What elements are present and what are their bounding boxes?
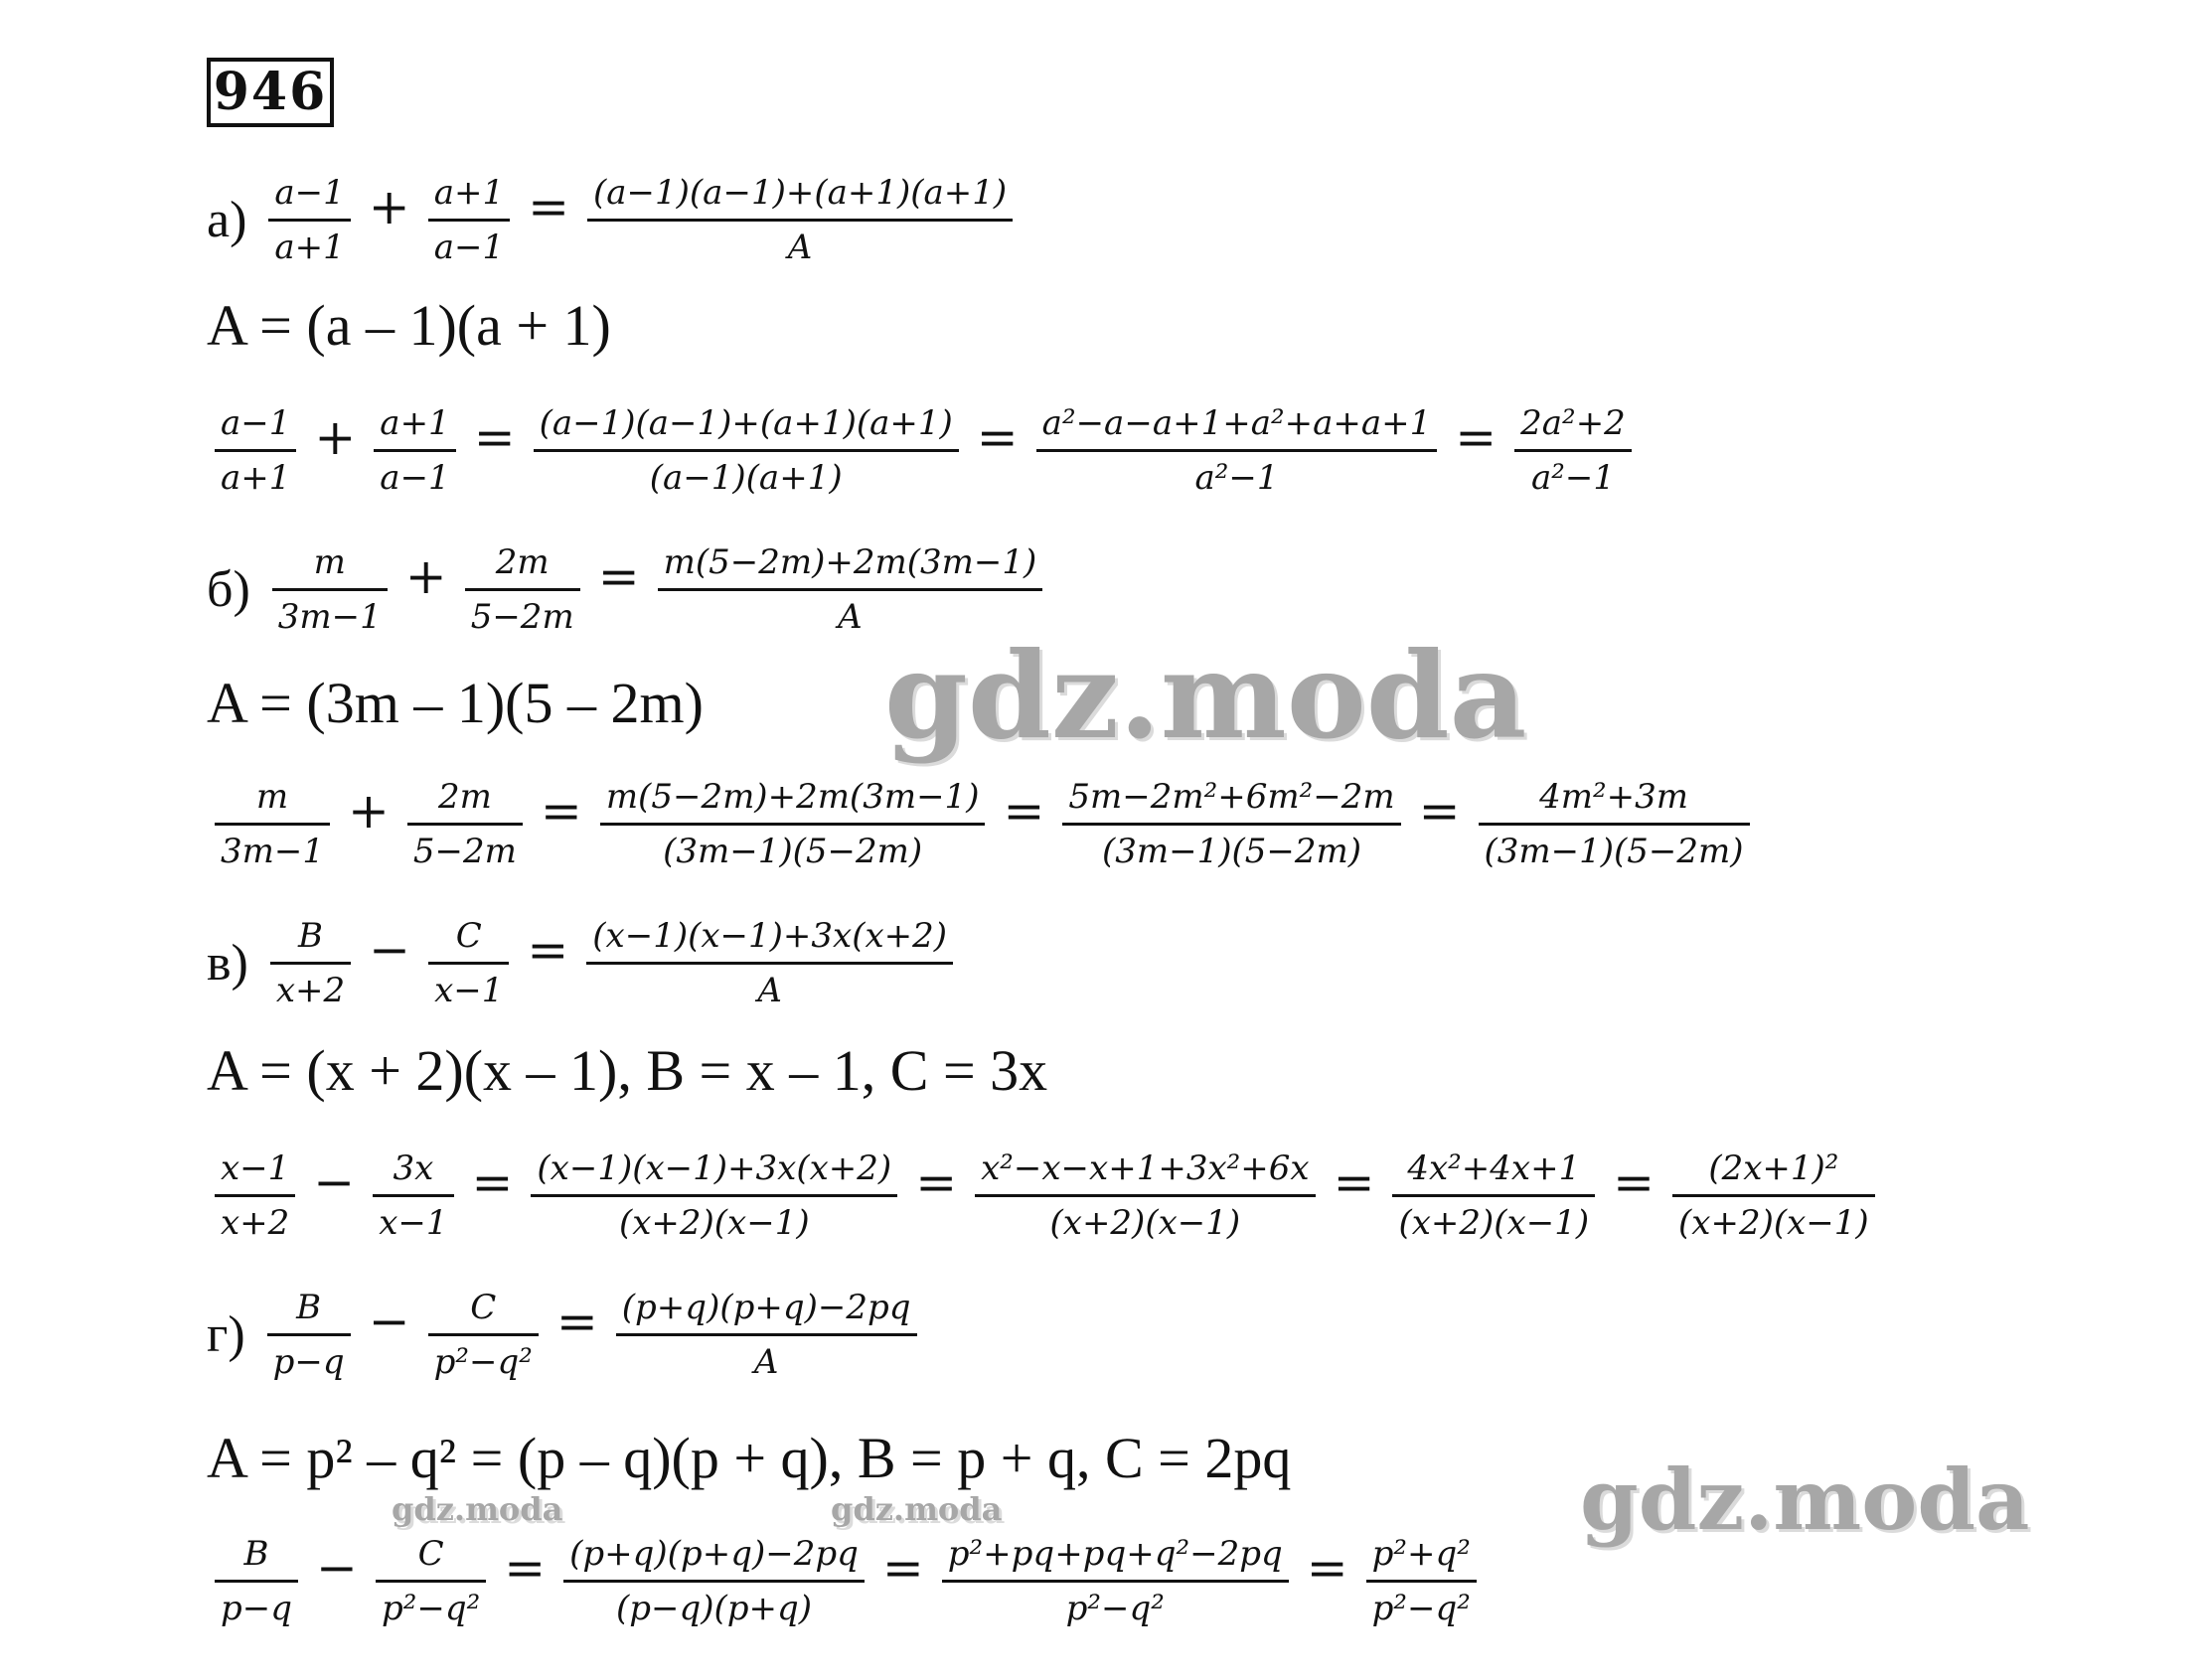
fraction-numerator: B bbox=[243, 1534, 269, 1574]
operator: = bbox=[527, 921, 569, 980]
fraction-numerator: p²+pq+pq+q²−2pq bbox=[947, 1534, 1283, 1574]
fraction-denominator: (x+2)(x−1) bbox=[1678, 1203, 1869, 1243]
section-b-solution-expression bbox=[207, 771, 1758, 877]
fraction-numerator: 4m²+3m bbox=[1539, 777, 1688, 817]
watermark-small-left: gdz.moda bbox=[392, 1490, 563, 1528]
section-g-setup bbox=[207, 1282, 925, 1388]
section-b-solution bbox=[207, 771, 1758, 877]
operator: = bbox=[915, 1153, 958, 1212]
operator: = bbox=[504, 1539, 547, 1598]
fraction-numerator: (p+q)(p+q)−2pq bbox=[621, 1288, 911, 1327]
fraction-denominator: x−1 bbox=[379, 1203, 448, 1243]
fraction-numerator: m bbox=[313, 542, 346, 582]
watermark-small-middle: gdz.moda bbox=[831, 1490, 1003, 1528]
fraction bbox=[975, 1143, 1315, 1249]
section-a-label: а) bbox=[207, 192, 247, 248]
fraction-denominator: p²−q² bbox=[433, 1342, 533, 1382]
fraction-numerator: a+1 bbox=[433, 173, 505, 213]
fraction-denominator: (a−1)(a+1) bbox=[649, 458, 843, 498]
fraction bbox=[586, 910, 953, 1016]
fraction-denominator: 5−2m bbox=[470, 597, 574, 637]
fraction bbox=[600, 771, 986, 877]
fraction-denominator: a−1 bbox=[380, 458, 450, 498]
fraction-denominator: p²−q² bbox=[1065, 1589, 1165, 1628]
fraction-denominator: a−1 bbox=[433, 228, 505, 267]
fraction-numerator: C bbox=[417, 1534, 444, 1574]
fraction bbox=[1062, 771, 1400, 877]
fraction-numerator: (x−1)(x−1)+3x(x+2) bbox=[592, 916, 948, 956]
section-g-solution bbox=[207, 1528, 1485, 1634]
operator: + bbox=[404, 547, 447, 606]
fraction-denominator: (x+2)(x−1) bbox=[1398, 1203, 1590, 1243]
fraction bbox=[1366, 1528, 1477, 1634]
fraction-numerator: (2x+1)² bbox=[1708, 1148, 1839, 1188]
fraction bbox=[215, 1143, 295, 1249]
section-a-solution-expression bbox=[207, 397, 1640, 504]
section-a-setup bbox=[207, 167, 1021, 273]
fraction-denominator: (3m−1)(5−2m) bbox=[1101, 832, 1361, 871]
fraction-denominator: A bbox=[838, 597, 863, 637]
fraction bbox=[1392, 1143, 1595, 1249]
fraction-denominator: p−q bbox=[272, 1342, 345, 1382]
operator: − bbox=[316, 1539, 358, 1598]
fraction bbox=[268, 167, 350, 273]
fraction-denominator: a+1 bbox=[274, 228, 345, 267]
fraction-numerator: a−1 bbox=[274, 173, 345, 213]
operator: = bbox=[1306, 1539, 1348, 1598]
fraction-numerator: m(5−2m)+2m(3m−1) bbox=[663, 542, 1037, 582]
fraction-denominator: p²−q² bbox=[381, 1589, 481, 1628]
operator: = bbox=[540, 782, 582, 840]
operator: = bbox=[597, 547, 640, 606]
fraction-numerator: a−1 bbox=[221, 403, 291, 443]
fraction-denominator: 3m−1 bbox=[277, 597, 382, 637]
operator: − bbox=[313, 1153, 356, 1212]
fraction-numerator: B bbox=[296, 1288, 322, 1327]
fraction bbox=[407, 771, 523, 877]
fraction-denominator: a+1 bbox=[221, 458, 291, 498]
fraction bbox=[428, 1282, 539, 1388]
section-v-solution-expression bbox=[207, 1143, 1883, 1249]
fraction-denominator: a²−1 bbox=[1530, 458, 1615, 498]
fraction bbox=[1479, 771, 1750, 877]
fraction bbox=[616, 1282, 917, 1388]
fraction bbox=[373, 1143, 453, 1249]
section-v-setup bbox=[207, 910, 961, 1016]
fraction-numerator: a+1 bbox=[380, 403, 450, 443]
fraction-numerator: 3x bbox=[393, 1148, 434, 1188]
operator: = bbox=[1003, 782, 1045, 840]
fraction bbox=[428, 910, 509, 1016]
operator: − bbox=[369, 921, 411, 980]
section-a-solution bbox=[207, 397, 1640, 504]
task-number-box: 946 bbox=[207, 58, 334, 127]
fraction-numerator: p²+q² bbox=[1371, 1534, 1471, 1574]
section-b-label: б) bbox=[207, 561, 250, 618]
fraction-denominator: x−1 bbox=[434, 971, 504, 1010]
operator: = bbox=[1418, 782, 1461, 840]
fraction bbox=[563, 1528, 865, 1634]
fraction-numerator: (a−1)(a−1)+(a+1)(a+1) bbox=[539, 403, 953, 443]
fraction bbox=[374, 397, 455, 504]
fraction-denominator: A bbox=[757, 971, 782, 1010]
fraction bbox=[534, 397, 959, 504]
fraction bbox=[942, 1528, 1289, 1634]
fraction-numerator: 2a²+2 bbox=[1520, 403, 1626, 443]
fraction bbox=[272, 536, 388, 643]
fraction bbox=[376, 1528, 486, 1634]
section-v-setup-expression bbox=[262, 910, 961, 1016]
operator: = bbox=[1455, 408, 1498, 467]
section-v-label: в) bbox=[207, 935, 248, 992]
section-a-setup-expression bbox=[260, 167, 1021, 273]
section-g-setup-expression bbox=[259, 1282, 925, 1388]
fraction bbox=[587, 167, 1013, 273]
section-v-statement: A = (x + 2)(x – 1), B = x – 1, C = 3x bbox=[207, 1038, 1048, 1103]
fraction-denominator: a²−1 bbox=[1194, 458, 1279, 498]
fraction bbox=[465, 536, 580, 643]
fraction-denominator: A bbox=[753, 1342, 779, 1382]
operator: = bbox=[976, 408, 1019, 467]
fraction-numerator: 4x²+4x+1 bbox=[1407, 1148, 1581, 1188]
fraction-numerator: a²−a−a+1+a²+a+a+1 bbox=[1041, 403, 1432, 443]
fraction bbox=[215, 397, 296, 504]
fraction-denominator: 3m−1 bbox=[221, 832, 324, 871]
fraction-numerator: 5m−2m²+6m²−2m bbox=[1068, 777, 1395, 817]
fraction bbox=[267, 1282, 351, 1388]
operator: = bbox=[555, 1293, 598, 1351]
section-g-solution-expression bbox=[207, 1528, 1485, 1634]
fraction-numerator: B bbox=[298, 916, 324, 956]
operator: + bbox=[348, 782, 390, 840]
operator: = bbox=[881, 1539, 924, 1598]
fraction bbox=[1036, 397, 1438, 504]
fraction-numerator: x−1 bbox=[221, 1148, 290, 1188]
fraction-denominator: x+2 bbox=[221, 1203, 290, 1243]
fraction-numerator: m(5−2m)+2m(3m−1) bbox=[605, 777, 980, 817]
operator: + bbox=[314, 408, 357, 467]
fraction bbox=[531, 1143, 897, 1249]
fraction-numerator: (a−1)(a−1)+(a+1)(a+1) bbox=[593, 173, 1008, 213]
section-g-label: г) bbox=[207, 1306, 245, 1363]
fraction-denominator: (x+2)(x−1) bbox=[618, 1203, 810, 1243]
fraction-denominator: A bbox=[787, 228, 813, 267]
fraction-numerator: C bbox=[455, 916, 482, 956]
fraction bbox=[428, 167, 510, 273]
section-v-solution bbox=[207, 1143, 1883, 1249]
fraction-denominator: (p−q)(p+q) bbox=[615, 1589, 813, 1628]
operator: − bbox=[368, 1293, 410, 1351]
fraction-denominator: p−q bbox=[221, 1589, 293, 1628]
fraction-denominator: p²−q² bbox=[1371, 1589, 1471, 1628]
fraction-numerator: 2m bbox=[495, 542, 550, 582]
fraction-denominator: x+2 bbox=[275, 971, 346, 1010]
operator: = bbox=[473, 408, 516, 467]
operator: = bbox=[1333, 1153, 1375, 1212]
section-b-statement: A = (3m – 1)(5 – 2m) bbox=[207, 671, 704, 735]
fraction bbox=[215, 1528, 298, 1634]
fraction-numerator: x²−x−x+1+3x²+6x bbox=[981, 1148, 1310, 1188]
section-a-statement: A = (a – 1)(a + 1) bbox=[207, 293, 611, 358]
fraction-denominator: 5−2m bbox=[412, 832, 517, 871]
operator: = bbox=[528, 178, 569, 236]
fraction bbox=[1672, 1143, 1875, 1249]
fraction-numerator: (p+q)(p+q)−2pq bbox=[569, 1534, 859, 1574]
fraction-denominator: (3m−1)(5−2m) bbox=[1484, 832, 1744, 871]
fraction-numerator: (x−1)(x−1)+3x(x+2) bbox=[537, 1148, 892, 1188]
fraction-denominator: (3m−1)(5−2m) bbox=[663, 832, 923, 871]
fraction-numerator: 2m bbox=[437, 777, 492, 817]
fraction bbox=[215, 771, 330, 877]
fraction-numerator: m bbox=[255, 777, 289, 817]
operator: = bbox=[1613, 1153, 1656, 1212]
fraction-numerator: C bbox=[470, 1288, 497, 1327]
fraction bbox=[1514, 397, 1632, 504]
watermark-large-center: gdz.moda bbox=[884, 626, 1527, 766]
section-g-statement: A = p² – q² = (p – q)(p + q), B = p + q, C = 2pq bbox=[207, 1426, 1292, 1490]
fraction bbox=[270, 910, 351, 1016]
operator: = bbox=[471, 1153, 514, 1212]
watermark-large-bottom-right: gdz.moda bbox=[1580, 1451, 2030, 1549]
operator: + bbox=[368, 178, 410, 236]
fraction-denominator: (x+2)(x−1) bbox=[1049, 1203, 1241, 1243]
